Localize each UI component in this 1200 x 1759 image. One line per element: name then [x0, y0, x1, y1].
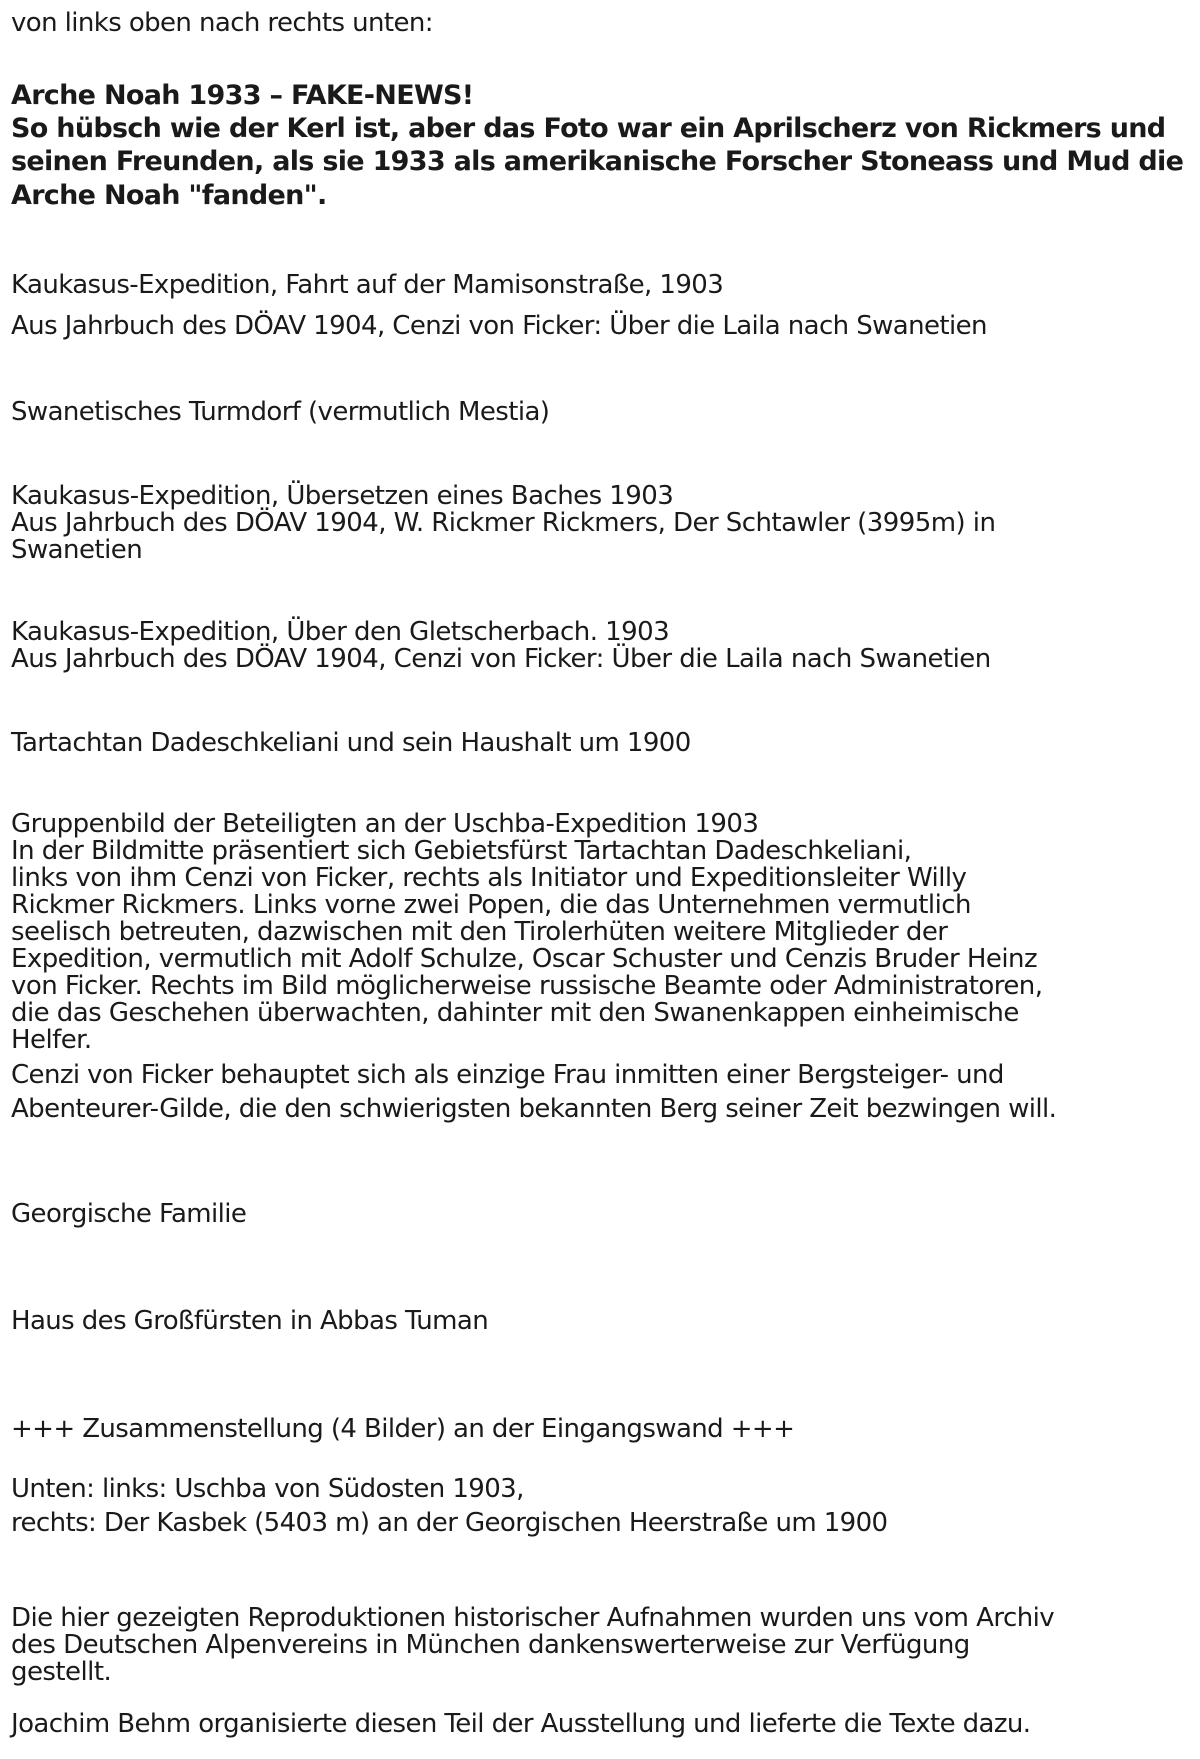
credits-line-1: Die hier gezeigten Reproduktionen historischer Aufnahmen wurden uns vom Archiv [11, 1603, 1055, 1633]
kaukasus-2-line-2: Aus Jahrbuch des DÖAV 1904, W. Rickmer Rickmers, Der Schtawler (3995m) in [11, 508, 996, 538]
kaukasus-3-line-2: Aus Jahrbuch des DÖAV 1904, Cenzi von Ficker: Über die Laila nach Swanetien [11, 644, 991, 674]
kaukasus-1-line-2: Aus Jahrbuch des DÖAV 1904, Cenzi von Ficker: Über die Laila nach Swanetien [11, 311, 987, 341]
turmdorf-caption: Swanetisches Turmdorf (vermutlich Mestia) [11, 397, 550, 427]
credits-line-2: des Deutschen Alpenvereins in München dankenswerterweise zur Verfügung [11, 1630, 970, 1660]
gruppenbild-line-2: In der Bildmitte präsentiert sich Gebietsfürst Tartachtan Dadeschkeliani, [11, 836, 912, 866]
familie-caption: Georgische Familie [11, 1199, 247, 1229]
kaukasus-1-line-1: Kaukasus-Expedition, Fahrt auf der Mamisonstraße, 1903 [11, 270, 724, 300]
kaukasus-3-line-1: Kaukasus-Expedition, Über den Gletscherbach. 1903 [11, 617, 670, 647]
cenzi-line-2: Abenteurer-Gilde, die den schwierigsten bekannten Berg seiner Zeit bezwingen will. [11, 1094, 1057, 1124]
kaukasus-2-line-1: Kaukasus-Expedition, Übersetzen eines Baches 1903 [11, 481, 674, 511]
gruppenbild-line-9: Helfer. [11, 1025, 92, 1055]
credits-line-3: gestellt. [11, 1657, 112, 1687]
ark-title: Arche Noah 1933 – FAKE-NEWS! [11, 80, 474, 111]
kaukasus-2-line-3: Swanetien [11, 535, 143, 565]
ark-line-2: seinen Freunden, als sie 1933 als amerikanische Forscher Stoneass und Mud die [11, 146, 1184, 177]
gruppenbild-line-7: von Ficker. Rechts im Bild möglicherweise russische Beamte oder Administratoren, [11, 971, 1043, 1001]
gruppenbild-line-4: Rickmer Rickmers. Links vorne zwei Popen, die das Unternehmen vermutlich [11, 890, 971, 920]
tartachtan-caption: Tartachtan Dadeschkeliani und sein Haushalt um 1900 [11, 728, 691, 758]
ark-line-1: So hübsch wie der Kerl ist, aber das Foto war ein Aprilscherz von Rickmers und [11, 113, 1166, 144]
zusammenstellung-caption: +++ Zusammenstellung (4 Bilder) an der Eingangswand +++ [11, 1414, 795, 1444]
unten-line-2: rechts: Der Kasbek (5403 m) an der Georgischen Heerstraße um 1900 [11, 1508, 888, 1538]
intro-text: von links oben nach rechts unten: [11, 8, 433, 38]
haus-caption: Haus des Großfürsten in Abbas Tuman [11, 1306, 489, 1336]
gruppenbild-line-6: Expedition, vermutlich mit Adolf Schulze, Oscar Schuster und Cenzis Bruder Heinz [11, 944, 1038, 974]
gruppenbild-line-1: Gruppenbild der Beteiligten an der Uschba-Expedition 1903 [11, 809, 759, 839]
gruppenbild-line-5: seelisch betreuten, dazwischen mit den Tirolerhüten weitere Mitglieder der [11, 917, 948, 947]
unten-line-1: Unten: links: Uschba von Südosten 1903, [11, 1474, 524, 1504]
joachim-credit: Joachim Behm organisierte diesen Teil der Ausstellung und lieferte die Texte dazu. [11, 1709, 1031, 1739]
ark-line-3: Arche Noah "fanden". [11, 180, 327, 211]
gruppenbild-line-3: links von ihm Cenzi von Ficker, rechts als Initiator und Expeditionsleiter Willy [11, 863, 967, 893]
cenzi-line-1: Cenzi von Ficker behauptet sich als einzige Frau inmitten einer Bergsteiger- und [11, 1060, 1004, 1090]
gruppenbild-line-8: die das Geschehen überwachten, dahinter mit den Swanenkappen einheimische [11, 998, 1019, 1028]
